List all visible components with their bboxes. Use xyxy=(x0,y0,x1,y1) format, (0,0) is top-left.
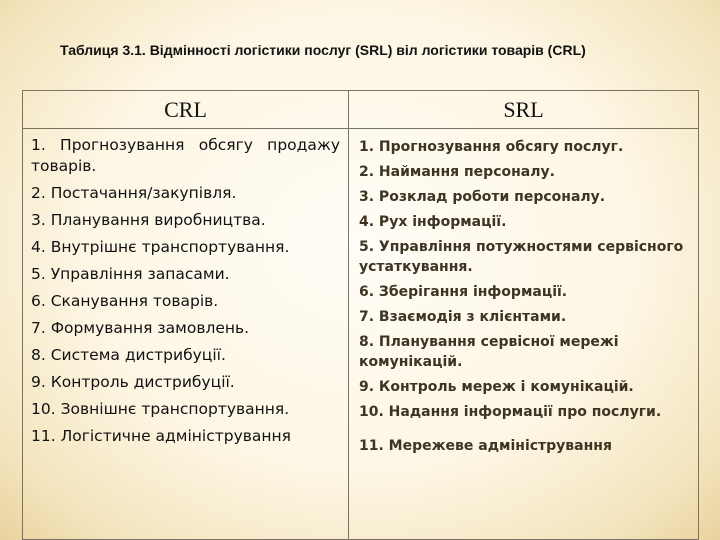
srl-item: 4. Рух інформації. xyxy=(359,214,507,230)
crl-item: 10. Зовнішнє транспортування. xyxy=(31,400,290,418)
crl-item: 5. Управління запасами. xyxy=(31,265,230,283)
crl-item: 11. Логістичне адміністрування xyxy=(31,427,291,445)
srl-item: 10. Надання інформації про послуги. xyxy=(359,404,662,420)
comparison-table xyxy=(22,90,699,540)
crl-item: 7. Формування замовлень. xyxy=(31,319,250,337)
srl-column xyxy=(349,129,699,540)
crl-item: 4. Внутрішнє транспортування. xyxy=(31,238,290,256)
srl-item: 6. Зберігання інформації. xyxy=(359,284,568,300)
crl-item: 3. Планування виробництва. xyxy=(31,211,266,229)
srl-item: 1. Прогнозування обсягу послуг. xyxy=(359,139,624,155)
srl-item: 7. Взаємодія з клієнтами. xyxy=(359,309,567,325)
srl-item: 3. Розклад роботи персоналу. xyxy=(359,189,606,205)
table-row xyxy=(23,129,699,540)
table-header-row xyxy=(23,91,699,129)
crl-item: 9. Контроль дистрибуції. xyxy=(31,373,235,391)
crl-column xyxy=(23,129,349,540)
crl-item: 2. Постачання/закупівля. xyxy=(31,184,237,202)
crl-item: 1. Прогнозування обсягу продажу товарів. xyxy=(31,136,340,175)
srl-item: 2. Наймання персоналу. xyxy=(359,164,555,180)
table-caption: Таблиця 3.1. Відмінності логістики послуг (SRL) віл логістики товарів (CRL) xyxy=(60,42,586,58)
srl-item: 11. Мережеве адміністрування xyxy=(359,438,612,454)
srl-item: 5. Управління потужностями сервісного устаткування. xyxy=(359,239,684,275)
srl-item: 9. Контроль мереж і комунікацій. xyxy=(359,379,634,395)
srl-item: 8. Планування сервісної мережі комунікацій. xyxy=(359,334,619,370)
crl-item: 6. Сканування товарів. xyxy=(31,292,219,310)
header-srl: SRL xyxy=(349,91,699,129)
crl-item: 8. Система дистрибуції. xyxy=(31,346,226,364)
header-crl: CRL xyxy=(23,91,349,129)
